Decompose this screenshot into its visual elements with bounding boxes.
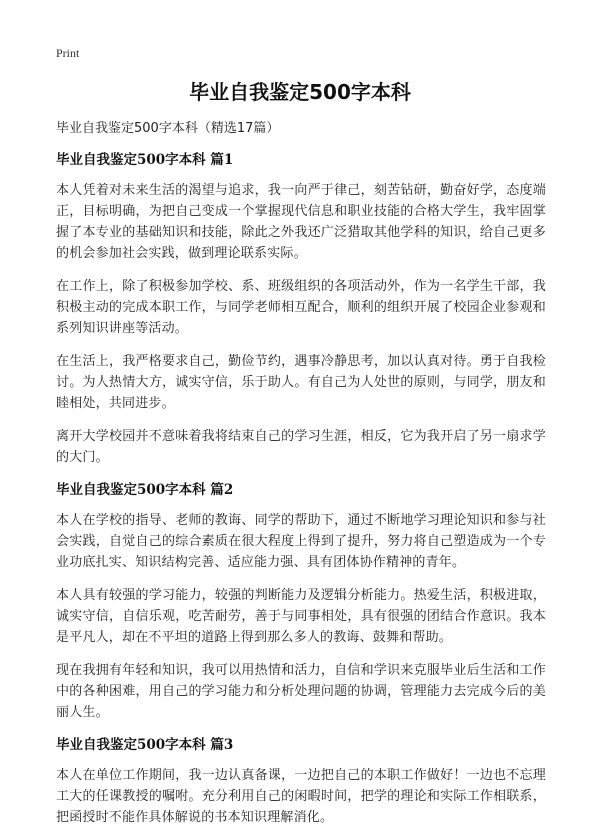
section-2 (56, 480, 546, 723)
paragraph: 现在我拥有年轻和知识，我可以用热情和活力，自信和学识来克服毕业后生活和工作中的各种困难，用自己的学习能力和分析处理问题的协调，管理能力去完成今后的美丽人生。 (56, 663, 546, 720)
paragraph: 本人凭着对未来生活的渴望与追求，我一向严于律己，刻苦钻研，勤奋好学，态度端正，目标明确，为把自己变成一个掌握现代信息和职业技能的合格大学生，我牢固掌握了本专业的基础知识和技能，除此之外我还广泛猎取其他学科的知识，给自己更多的机会参加社会实践，做到理论联系实际。 (56, 183, 546, 261)
document-subtitle: 毕业自我鉴定500字本科（精选17篇） (56, 121, 280, 136)
section-heading: 毕业自我鉴定500字本科 篇3 (56, 737, 234, 753)
document-body (56, 150, 546, 840)
paragraph: 在工作上，除了积极参加学校、系、班级组织的各项活动外，作为一名学生干部，我积极主动的完成本职工作，与同学老师相互配合，顺利的组织开展了校园企业参观和系列知识讲座等活动。 (56, 279, 546, 336)
paragraph: 本人在学校的指导、老师的教诲、同学的帮助下，通过不断地学习理论知识和参与社会实践，自觉自己的综合素质在很大程度上得到了提升，努力将自己塑造成为一个专业功底扎实、知识结构完善、适应能力强、具有团体协作精神的青年。 (56, 513, 546, 570)
section-3 (56, 735, 546, 828)
section-1 (56, 150, 546, 468)
section-heading: 毕业自我鉴定500字本科 篇2 (56, 482, 234, 498)
section-heading: 毕业自我鉴定500字本科 篇1 (56, 152, 234, 168)
page-title: 毕业自我鉴定500字本科 (189, 80, 411, 104)
paragraph: 本人在单位工作期间，我一边认真备课，一边把自己的本职工作做好！一边也不忘理工大的任课教授的嘱咐。充分利用自己的闲暇时间，把学的理论和实际工作相联系，把函授时不能作具体解说的书本知识理解消化。 (56, 768, 546, 825)
print-link[interactable]: Print (56, 46, 80, 60)
paragraph: 离开大学校园并不意味着我将结束自己的学习生涯，相反，它为我开启了另一扇求学的大门。 (56, 429, 546, 465)
paragraph: 在生活上，我严格要求自己，勤俭节约，遇事冷静思考，加以认真对待。勇于自我检讨。为人热情大方，诚实守信，乐于助人。有自己为人处世的原则，与同学，朋友和睦相处，共同进步。 (56, 354, 546, 411)
paragraph: 本人具有较强的学习能力，较强的判断能力及逻辑分析能力。热爱生活，积极进取，诚实守信，自信乐观，吃苦耐劳，善于与同事相处，具有很强的团结合作意识。我本是平凡人，却在不平坦的道路上得到那么多人的教诲、鼓舞和帮助。 (56, 588, 546, 645)
